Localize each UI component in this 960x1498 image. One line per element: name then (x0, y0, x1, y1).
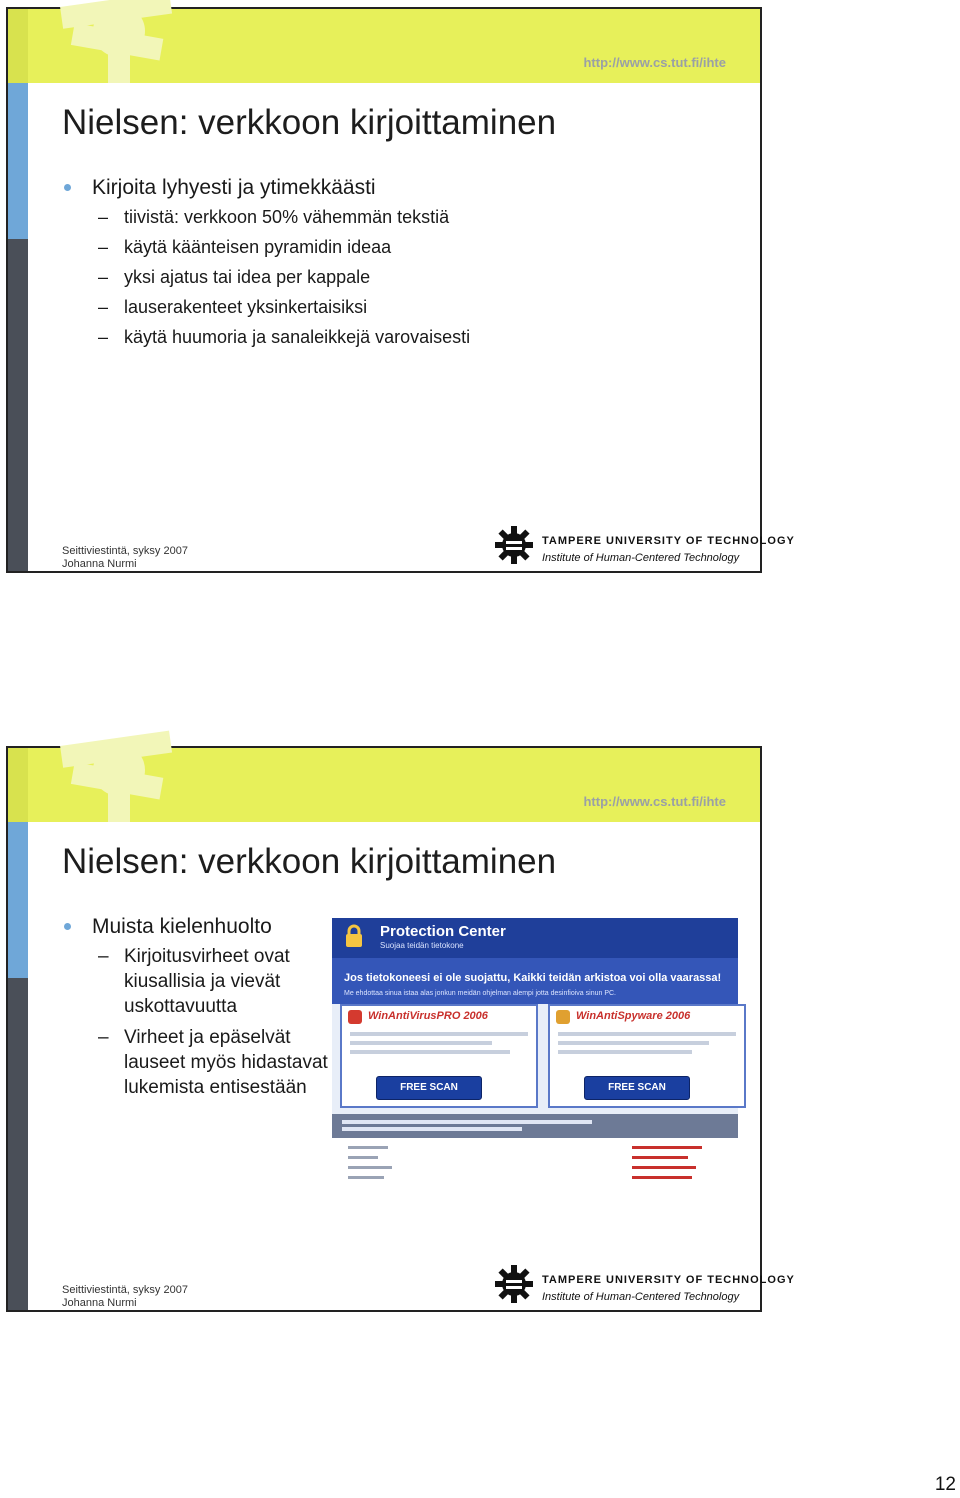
tut-gear-icon (494, 1264, 534, 1304)
pc-header (332, 918, 738, 958)
sub-bullet-item: – tiivistä: verkkoon 50% vähemmän tekstiä (98, 207, 450, 227)
sub-bullet-item: – lauserakenteet yksinkertaisiksi (98, 297, 368, 317)
slide-header-band (8, 9, 760, 83)
pc-info-area (332, 1138, 738, 1192)
protection-center-screenshot (332, 918, 738, 1192)
shield-icon (348, 1010, 362, 1024)
slide-url: http://www.cs.tut.fi/ihte (583, 794, 726, 809)
slide-title: Nielsen: verkkoon kirjoittaminen (62, 103, 557, 142)
bullet-item: Kirjoita lyhyesti ja ytimekkäästi (62, 175, 470, 201)
pc-warning-sub: Me ehdottaa sinua istaa alas jonkun meidän ohjelman alempi jotta desinfioiva sinun PC. (344, 990, 616, 997)
slide-1 (6, 7, 795, 573)
sub-bullet-item: – käytä käänteisen pyramidin ideaa (98, 237, 392, 257)
pc-bottom-bar (332, 1114, 738, 1138)
free-scan-button-right: FREE SCAN (584, 1076, 690, 1100)
slide-2 (6, 746, 795, 1312)
pc-subtitle: Suojaa teidän tietokone (380, 941, 464, 950)
bullet-dot-icon (64, 184, 71, 191)
sub-bullet-item: – Virheet ja epäselvät lauseet myös hidastavat lukemista entisestään (98, 1027, 328, 1098)
pc-product-panel-left: WinAntiVirusPRO 2006 FREE SCAN (340, 1004, 538, 1108)
free-scan-button-left: FREE SCAN (376, 1076, 482, 1100)
page-number: 12 (934, 1474, 956, 1495)
bullet-list (62, 914, 332, 1106)
bullet-dot-icon (64, 923, 71, 930)
tut-logo: TAMPERE UNIVERSITY OF TECHNOLOGY Institute of Human-Centered Technology (494, 523, 764, 567)
slide-title: Nielsen: verkkoon kirjoittaminen (62, 842, 557, 881)
tut-gear-icon (494, 525, 534, 565)
tut-logo: TAMPERE UNIVERSITY OF TECHNOLOGY Institute of Human-Centered Technology (494, 1262, 764, 1306)
left-accent-bar (8, 9, 28, 571)
bullet-item: Muista kielenhuolto (62, 914, 332, 940)
slide-header-band (8, 748, 760, 822)
pc-warning: Jos tietokoneesi ei ole suojattu, Kaikki teidän arkistoa voi olla vaarassa! (344, 972, 722, 984)
gear-decoration-icon (44, 730, 194, 822)
pc-product-panel-right: WinAntiSpyware 2006 FREE SCAN (548, 1004, 746, 1108)
slide-footer: Seittiviestintä, syksy 2007 Johanna Nurmi (62, 1284, 188, 1309)
bullet-list (62, 175, 470, 355)
slide-footer: Seittiviestintä, syksy 2007 Johanna Nurmi (62, 545, 188, 570)
sub-bullet-item: – yksi ajatus tai idea per kappale (98, 267, 371, 287)
sub-bullet-item: – käytä huumoria ja sanaleikkejä varovaisesti (98, 327, 471, 347)
spyware-icon (556, 1010, 570, 1024)
pc-warning-area (332, 958, 738, 1004)
gear-decoration-icon (44, 0, 194, 83)
pc-title: Protection Center (380, 923, 506, 940)
left-accent-bar (8, 748, 28, 1310)
lock-icon (344, 924, 364, 948)
slide-url: http://www.cs.tut.fi/ihte (583, 55, 726, 70)
sub-bullet-item: – Kirjoitusvirheet ovat kiusallisia ja vievät uskottavuutta (98, 946, 290, 1017)
